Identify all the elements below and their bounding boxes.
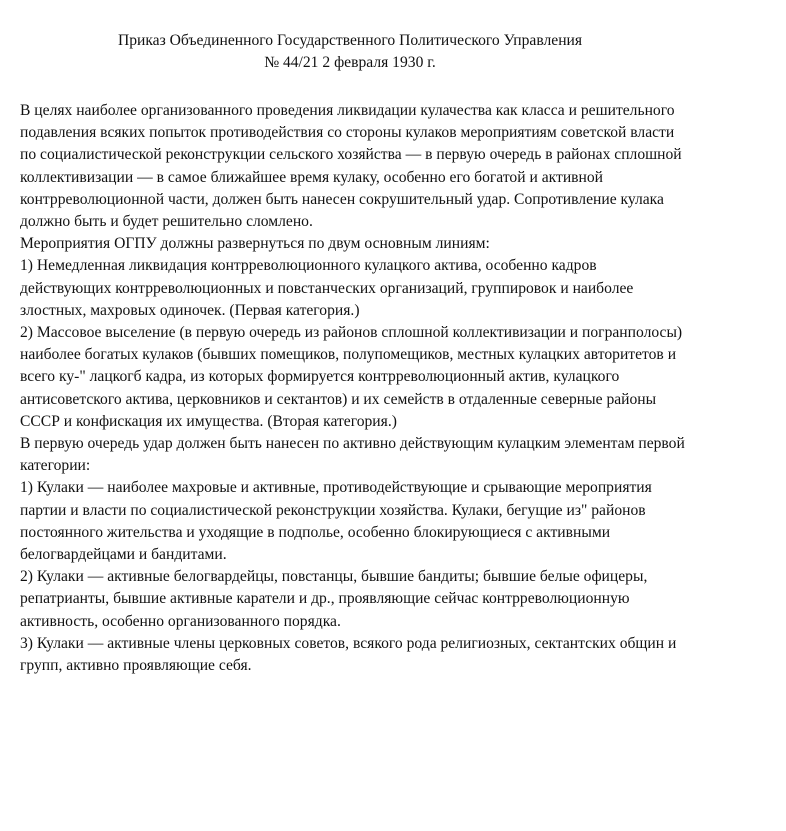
body-line: постоянного жительства и уходящие в подполье, особенно блокирующиеся с активными (20, 523, 611, 541)
document-page (20, 30, 775, 677)
body-line: 2) Массовое выселение (в первую очередь из районов сплошной коллективизации и погранполосы) (20, 324, 683, 342)
body-line: подавления всяких попыток противодействия со стороны кулаков мероприятиям советской власти (20, 124, 675, 142)
body-line: контрреволюционной части, должен быть нанесен сокрушительный удар. Сопротивление кулака (20, 190, 664, 208)
body-line: репатрианты, бывшие активные каратели и др., проявляющие сейчас контрреволюционную (20, 590, 630, 608)
body-line: по социалистической реконструкции сельского хозяйства — в первую очередь в районах сплошной (20, 146, 682, 164)
body-line: 1) Немедленная ликвидация контрреволюционного кулацкого актива, особенно кадров (20, 257, 597, 275)
body-line: злостных, махровых одиночек. (Первая категория.) (20, 301, 360, 319)
body-line: действующих контрреволюционных и повстанческих организаций, группировок и наиболее (20, 279, 634, 297)
body-line: наиболее богатых кулаков (бывших помещиков, полупомещиков, местных кулацких авторитетов и (20, 346, 677, 364)
body-line: Мероприятия ОГПУ должны развернуться по двум основным линиям: (20, 235, 490, 253)
body-line: категории: (20, 457, 91, 475)
body-line: антисоветского актива, церковников и сектантов) и их семейств в отдаленные северные районы (20, 390, 657, 408)
body-line: партии и власти по социалистической реконструкции хозяйства. Кулаки, бегущие из" районов (20, 501, 646, 519)
body-line: коллективизации — в самое ближайшее время кулаку, особенно его богатой и активной (20, 168, 604, 186)
title-line: Приказ Объединенного Государственного Политического Управления (117, 32, 583, 49)
body-line: 3) Кулаки — активные члены церковных советов, всякого рода религиозных, сектантских общин и (20, 634, 677, 652)
body-line: В целях наиболее организованного проведения ликвидации кулачества как класса и решительного (20, 102, 675, 119)
body-line: 2) Кулаки — активные белогвардейцы, повстанцы, бывшие бандиты; бывшие белые офицеры, (20, 568, 648, 586)
body-line: должно быть и будет решительно сломлено. (20, 213, 313, 231)
body-line: 1) Кулаки — наиболее махровые и активные, противодействующие и срывающие мероприятия (20, 479, 652, 497)
body-line: всего ку-" лацкогб кадра, из которых формируется контрреволюционный актив, кулацкого (20, 368, 620, 386)
body-line: СССР и конфискация их имущества. (Вторая категория.) (20, 412, 397, 430)
body-line: групп, активно проявляющие себя. (20, 657, 252, 675)
body-line: В первую очередь удар должен быть нанесен по активно действующим кулацким элементам первой (20, 435, 685, 453)
body-line: белогвардейцами и бандитами. (20, 546, 227, 564)
document-title (20, 30, 680, 74)
document-body (20, 100, 775, 677)
body-line: активность, особенно организованного порядка. (20, 612, 341, 630)
order-number-date: № 44/21 2 февраля 1930 г. (264, 54, 436, 71)
